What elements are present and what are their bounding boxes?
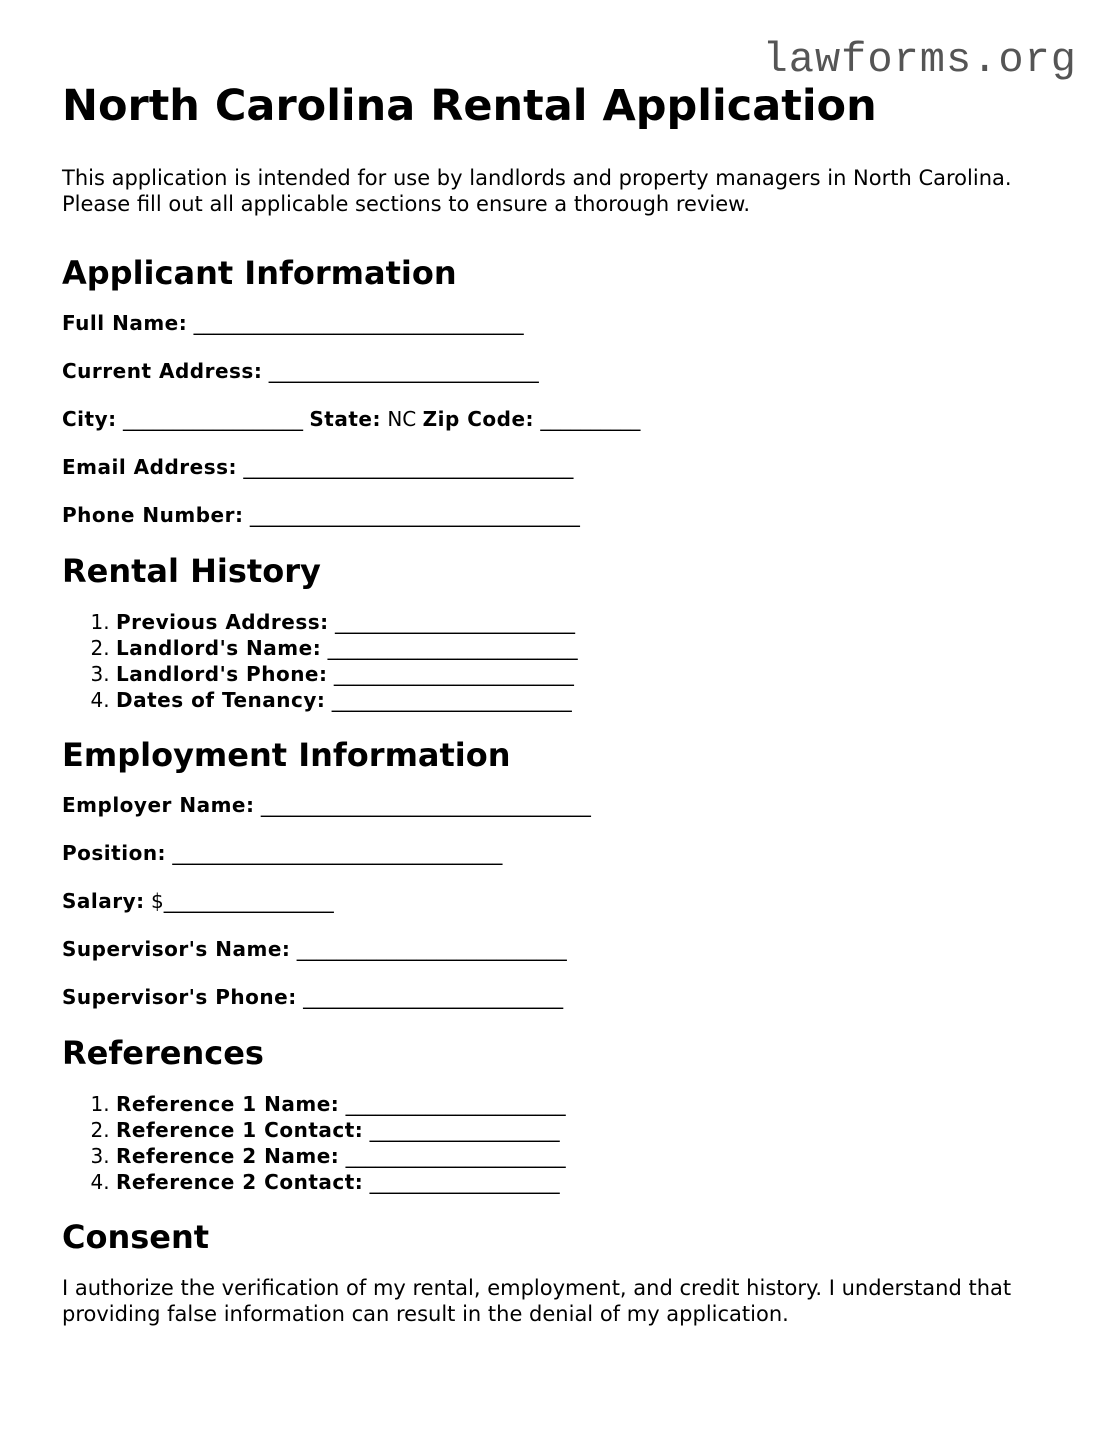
list-item: [116, 609, 1062, 635]
list-item: [116, 661, 1062, 687]
current-address-label: Current Address:: [62, 359, 263, 383]
phone-label: Phone Number:: [62, 503, 244, 527]
email-field: [62, 453, 1062, 481]
reference-1-name-label: Reference 1 Name:: [116, 1092, 340, 1116]
city-state-zip-field: [62, 405, 1062, 433]
reference-2-name-label: Reference 2 Name:: [116, 1144, 340, 1168]
employer-name-label: Employer Name:: [62, 793, 255, 817]
phone-blank[interactable]: _________________________________: [249, 503, 580, 527]
full-name-blank[interactable]: _________________________________: [193, 311, 524, 335]
salary-field: [62, 887, 1062, 915]
section-heading-references: References: [62, 1034, 264, 1072]
employer-name-blank[interactable]: _________________________________: [260, 793, 591, 817]
salary-label: Salary:: [62, 889, 145, 913]
full-name-label: Full Name:: [62, 311, 188, 335]
supervisor-phone-field: [62, 983, 1062, 1011]
state-label: State:: [309, 407, 381, 431]
landlord-phone-label: Landlord's Phone:: [116, 662, 328, 686]
employer-name-field: [62, 791, 1062, 819]
zip-blank[interactable]: __________: [540, 407, 641, 431]
list-item: [116, 635, 1062, 661]
landlord-name-label: Landlord's Name:: [116, 636, 322, 660]
position-field: [62, 839, 1062, 867]
reference-1-contact-blank[interactable]: ___________________: [369, 1118, 560, 1142]
landlord-name-blank[interactable]: _________________________: [327, 636, 578, 660]
supervisor-phone-label: Supervisor's Phone:: [62, 985, 297, 1009]
zip-label: Zip Code:: [422, 407, 535, 431]
landlord-phone-blank[interactable]: ________________________: [333, 662, 574, 686]
full-name-field: [62, 309, 1062, 337]
list-item: [116, 1143, 1062, 1169]
reference-2-contact-blank[interactable]: ___________________: [369, 1170, 560, 1194]
city-label: City:: [62, 407, 117, 431]
section-heading-applicant: Applicant Information: [62, 254, 457, 292]
list-item: [116, 1117, 1062, 1143]
state-value: NC: [387, 407, 417, 431]
reference-1-contact-label: Reference 1 Contact:: [116, 1118, 364, 1142]
page-title: North Carolina Rental Application: [62, 81, 877, 131]
reference-2-contact-label: Reference 2 Contact:: [116, 1170, 364, 1194]
current-address-field: [62, 357, 1062, 385]
consent-paragraph: [62, 1275, 1062, 1327]
consent-line-1: I authorize the verification of my rental, employment, and credit history. I understand that: [62, 1276, 1012, 1300]
email-blank[interactable]: _________________________________: [243, 455, 574, 479]
city-blank[interactable]: __________________: [123, 407, 303, 431]
list-item: [116, 1091, 1062, 1117]
intro-line-1: This application is intended for use by landlords and property managers in North Carolina.: [62, 166, 1012, 190]
position-label: Position:: [62, 841, 167, 865]
salary-currency-symbol: $: [151, 889, 164, 913]
reference-1-name-blank[interactable]: ______________________: [345, 1092, 566, 1116]
section-heading-consent: Consent: [62, 1218, 210, 1256]
supervisor-name-blank[interactable]: ___________________________: [296, 937, 567, 961]
section-heading-employment: Employment Information: [62, 736, 511, 774]
supervisor-name-field: [62, 935, 1062, 963]
supervisor-name-label: Supervisor's Name:: [62, 937, 291, 961]
document-page: [62, 78, 1062, 1327]
salary-blank[interactable]: _________________: [163, 889, 334, 913]
watermark-logo: lawforms.org: [762, 36, 1077, 84]
dates-of-tenancy-label: Dates of Tenancy:: [116, 688, 326, 712]
dates-of-tenancy-blank[interactable]: ________________________: [331, 688, 572, 712]
phone-field: [62, 501, 1062, 529]
section-heading-rental-history: Rental History: [62, 552, 321, 590]
list-item: [116, 687, 1062, 713]
consent-line-2: providing false information can result in the denial of my application.: [62, 1302, 789, 1326]
current-address-blank[interactable]: ___________________________: [268, 359, 539, 383]
previous-address-label: Previous Address:: [116, 610, 329, 634]
position-blank[interactable]: _________________________________: [172, 841, 503, 865]
supervisor-phone-blank[interactable]: __________________________: [303, 985, 564, 1009]
email-label: Email Address:: [62, 455, 238, 479]
previous-address-blank[interactable]: ________________________: [335, 610, 576, 634]
reference-2-name-blank[interactable]: ______________________: [345, 1144, 566, 1168]
list-item: [116, 1169, 1062, 1195]
intro-paragraph: [62, 165, 1062, 217]
intro-line-2: Please fill out all applicable sections to ensure a thorough review.: [62, 192, 751, 216]
references-list: [62, 1091, 1062, 1195]
rental-history-list: [62, 609, 1062, 713]
